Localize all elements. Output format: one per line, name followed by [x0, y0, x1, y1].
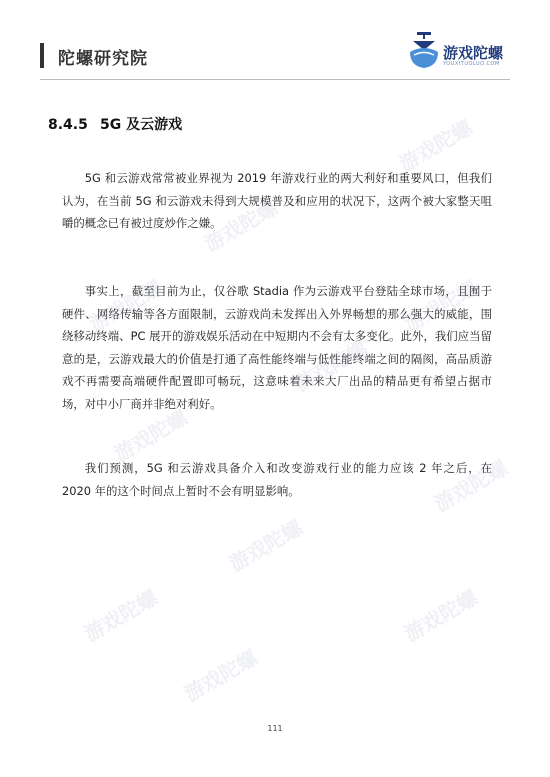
watermark: 游戏陀螺 — [200, 195, 282, 257]
watermark: 游戏陀螺 — [80, 585, 162, 647]
watermark: 游戏陀螺 — [85, 275, 167, 337]
watermark: 游戏陀螺 — [400, 585, 482, 647]
top-logo-icon — [407, 30, 441, 70]
watermark: 游戏陀螺 — [225, 515, 307, 577]
watermark: 游戏陀螺 — [395, 115, 477, 177]
logo-text: 游戏陀螺 — [443, 44, 504, 62]
header-accent-bar — [40, 43, 44, 68]
paragraph-2: 事实上，截至目前为止，仅谷歌 Stadia 作为云游戏平台登陆全球市场，且囿于硬件、网络传输等各方面限制，云游戏尚未发挥出入外界畅想的那么强大的威能，围绕移动终端、PC 展开的游戏娱乐活动在中短期内不会有太多变化。此外，我们应当留意的是，云游戏最大的价值是打通了高性能终端与低性能终端之间的隔阂，高品质游戏不再需要高端硬件配置即可畅玩，这意味着未来大厂出品的精品更有希望占据市场，对中小厂商并非绝对利好。 — [62, 284, 492, 411]
page-header — [0, 0, 550, 90]
watermark: 游戏陀螺 — [290, 335, 372, 397]
watermark: 游戏陀螺 — [110, 405, 192, 467]
page-number: 111 — [267, 724, 283, 733]
brand-logo — [407, 30, 517, 76]
paragraph-1: 5G 和云游戏常常被业界视为 2019 年游戏行业的两大利好和重要风口，但我们认为，在当前 5G 和云游戏未得到大规模普及和应用的状况下，这两个被大家整天咀嚼的概念已有被过度炒作之嫌。 — [62, 171, 492, 230]
paragraph-3: 我们预测，5G 和云游戏具备介入和改变游戏行业的能力应该 2 年之后，在 2020 年的这个时间点上暂时不会有明显影响。 — [62, 461, 492, 498]
section-number: 8.4.5 — [48, 117, 88, 133]
section-heading — [48, 114, 182, 134]
header-title: 陀螺研究院 — [58, 49, 148, 69]
header-divider — [40, 79, 510, 80]
watermark: 游戏陀螺 — [400, 275, 482, 337]
watermark: 游戏陀螺 — [180, 645, 262, 707]
watermark: 游戏陀螺 — [430, 455, 512, 517]
section-title: 5G 及云游戏 — [100, 117, 183, 133]
logo-subtitle: YOUXITUOLUO.COM — [443, 61, 500, 67]
